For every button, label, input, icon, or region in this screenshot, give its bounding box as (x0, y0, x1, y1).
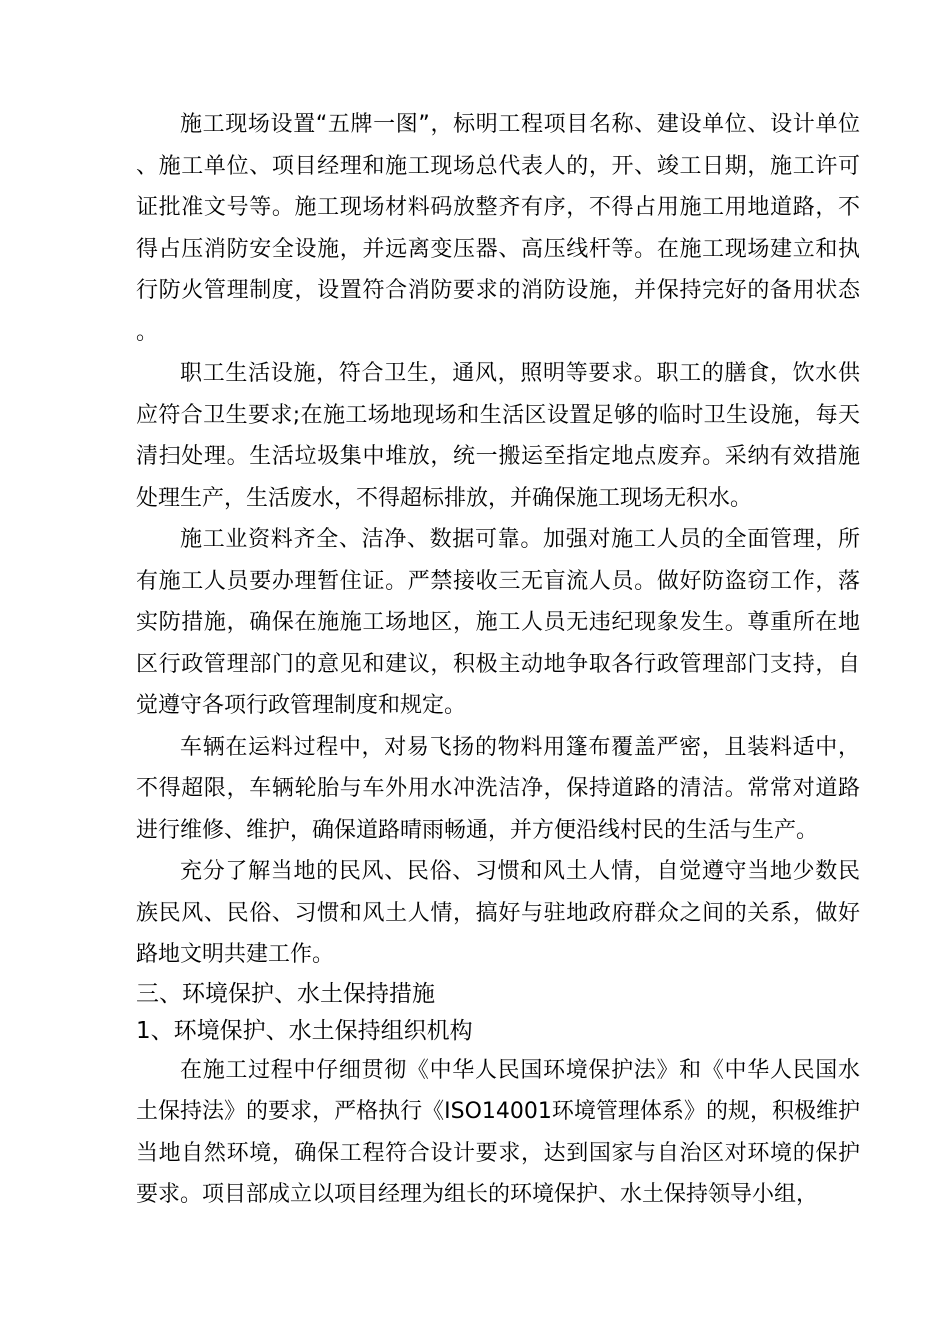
paragraph-worker-living: 职工生活设施，符合卫生，通风，照明等要求。职工的膳食，饮水供应符合卫生要求;在施工场地现场和生活区设置足够的临时卫生设施，每天清扫处理。生活垃圾集中堆放，统一搬运至指定地点废弃。采纳有效措施处理生产，生活废水，不得超标排放，并确保施工现场无积水。 (136, 361, 860, 511)
paragraph-local-customs: 充分了解当地的民风、民俗、习惯和风土人情，自觉遵守当地少数民族民风、民俗、习惯和风土人情，搞好与驻地政府群众之间的关系，做好路地文明共建工作。 (136, 859, 860, 967)
paragraph-vehicle-transport: 车辆在运料过程中，对易飞扬的物料用篷布覆盖严密，且装料适中，不得超限，车辆轮胎与车外用水冲洗洁净，保持道路的清洁。常常对道路进行维修、维护，确保道路晴雨畅通，并方便沿线村民的生活与生产。 (136, 734, 860, 843)
section-heading: 三、环境保护、水土保持措施 (136, 980, 435, 1007)
paragraph-environment-law: 在施工过程中仔细贯彻《中华人民国环境保护法》和《中华人民国水土保持法》的要求，严格执行《ISO14001环境管理体系》的规，积极维护当地自然环境，确保工程符合设计要求，达到国家与自治区对环境的保护要求。项目部成立以项目经理为组长的环境保护、水土保持领导小组， (136, 1057, 860, 1207)
paragraph-site-signage: 施工现场设置“五牌一图”，标明工程项目名称、建设单位、设计单位、施工单位、项目经理和施工现场总代表人的，开、竣工日期，施工许可证批准文号等。施工现场材料码放整齐有序，不得占用施工用地道路，不得占压消防安全设施，并远离变压器、高压线杆等。在施工现场建立和执行防火管理制度，设置符合消防要求的消防设施，并保持完好的备用状态。 (136, 112, 860, 345)
subsection-heading: 1、环境保护、水土保持组织机构 (136, 1017, 473, 1044)
document-page (136, 104, 860, 1216)
paragraph-personnel-management: 施工业资料齐全、洁净、数据可靠。加强对施工人员的全面管理，所有施工人员要办理暂住证。严禁接收三无盲流人员。做好防盗窃工作，落实防措施，确保在施施工场地区，施工人员无违纪现象发生。尊重所在地区行政管理部门的意见和建议，积极主动地争取各行政管理部门支持，自觉遵守各项行政管理制度和规定。 (136, 527, 860, 718)
